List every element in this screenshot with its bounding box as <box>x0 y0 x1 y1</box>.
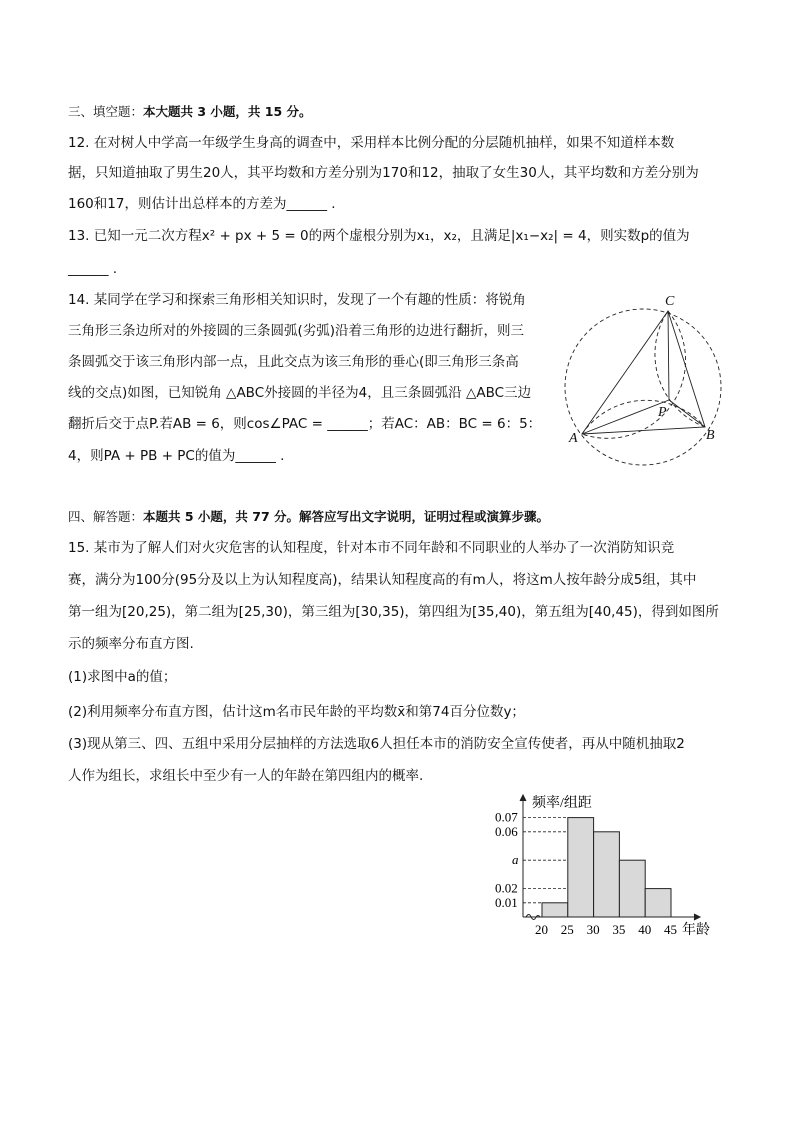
q12-line: 12. 在对树人中学高一年级学生身高的调查中，采用样本比例分配的分层随机抽样，如果不知道样本数 <box>68 135 675 151</box>
x-tick-label: 20 <box>535 922 548 937</box>
y-axis-arrow-icon <box>520 795 526 801</box>
section3-prefix: 三、填空题： <box>68 104 144 119</box>
q13-line: 13. 已知一元二次方程x² + px + 5 = 0的两个虚根分别为x₁，x₂，且满足|x₁−x₂| = 4，则实数p的值为 <box>68 228 690 244</box>
q15-line: (1)求图中a的值； <box>68 669 177 685</box>
x-tick-label: 30 <box>586 922 600 937</box>
y-tick-label: 0.07 <box>495 809 518 825</box>
histogram-bar <box>594 832 620 917</box>
x-axis-label: 年龄 <box>682 923 710 938</box>
label-c: C <box>665 294 675 309</box>
x-axis-arrow-icon <box>694 914 700 920</box>
y-tick-label: 0.06 <box>495 823 518 839</box>
section4-text: 本题共 5 小题，共 77 分。解答应写出文字说明，证明过程或演算步骤。 <box>143 509 550 524</box>
histogram-bar <box>619 860 645 917</box>
q14-line: 翻折后交于点P.若AB = 6，则cos∠PAC = ______；若AC：AB：BC = 6：5： <box>68 416 542 432</box>
histogram-bar <box>542 903 568 917</box>
q15-line: 第一组为[20,25)，第二组为[25,30)，第三组为[30,35)，第四组为[35,40)，第五组为[40,45)，得到如图所 <box>68 604 719 620</box>
y-axis-label: 频率/组距 <box>532 796 592 811</box>
y-tick-label: 0.02 <box>495 880 518 896</box>
q14-line: 4，则PA + PB + PC的值为______ . <box>68 448 285 464</box>
q12-line: 据，只知道抽取了男生20人，其平均数和方差分别为170和12，抽取了女生30人，其平均数和方差分别为 <box>68 165 699 181</box>
q15-line: 示的频率分布直方图. <box>68 636 194 652</box>
q14-line: 14. 某同学在学习和探索三角形相关知识时，发现了一个有趣的性质：将锐角 <box>68 292 526 308</box>
q14-line: 条圆弧交于该三角形内部一点，且此交点为该三角形的垂心(即三角形三条高 <box>68 354 519 370</box>
histogram-bar <box>568 818 594 917</box>
y-tick-label: a <box>512 852 519 868</box>
q15-line: (3)现从第三、四、五组中采用分层抽样的方法选取6人担任本市的消防安全宣传使者，再从中随机抽取2 <box>68 736 685 752</box>
x-tick-label: 25 <box>560 922 574 937</box>
q15-line: 人作为组长，求组长中至少有一人的年龄在第四组内的概率. <box>68 768 424 784</box>
label-p: P <box>658 405 667 420</box>
section4-prefix: 四、解答题： <box>68 509 144 524</box>
q12-line: 160和17，则估计出总样本的方差为______ . <box>68 196 336 212</box>
q15-line: 赛，满分为100分(95分及以上为认知程度高)，结果认知程度高的有m人，将这m人按年龄分成5组，其中 <box>68 572 697 588</box>
x-tick-label: 40 <box>638 922 652 937</box>
y-tick-label: 0.01 <box>495 894 518 910</box>
q15-line: (2)利用频率分布直方图，估计这m名市民年龄的平均数x̄和第74百分位数y； <box>68 704 525 720</box>
x-tick-label: 45 <box>664 922 677 937</box>
histogram-bar <box>645 889 671 917</box>
label-b: B <box>706 428 715 443</box>
q14-line: 三角形三条边所对的外接圆的三条圆弧(劣弧)沿着三角形的边进行翻折，则三 <box>68 323 525 339</box>
q15-line: 15. 某市为了解人们对火灾危害的认知程度，针对本市不同年龄和不同职业的人举办了一次消防知识竞 <box>68 540 675 556</box>
q13-line: ______ . <box>68 261 118 277</box>
section3-text: 本大题共 3 小题，共 15 分。 <box>143 104 312 119</box>
label-a: A <box>569 431 578 446</box>
q14-line: 线的交点)如图，已知锐角 △ABC外接圆的半径为4，且三条圆弧沿 △ABC三边 <box>68 385 532 401</box>
x-tick-label: 35 <box>612 922 626 937</box>
